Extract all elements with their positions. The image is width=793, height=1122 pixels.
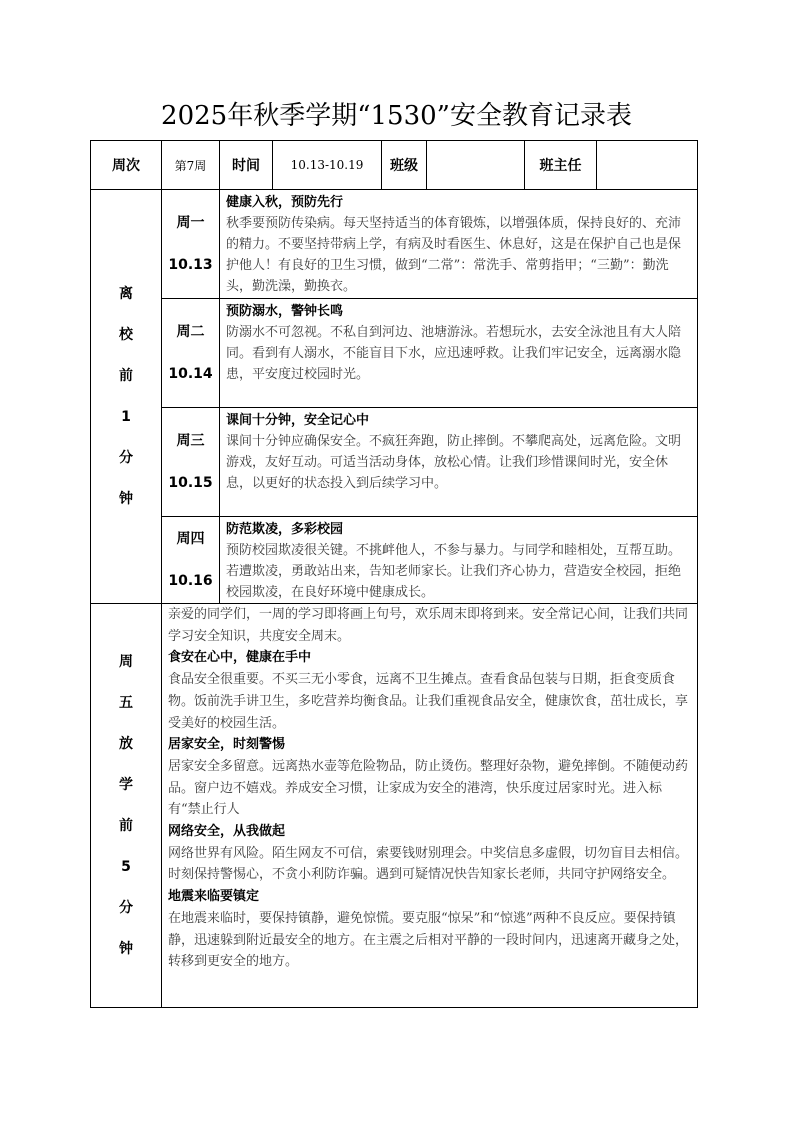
friday-content	[162, 604, 698, 1008]
header-row	[91, 141, 698, 190]
week-label: 周次	[91, 141, 162, 190]
topic-text: 居家安全多留意。远离热水壶等危险物品，防止烫伤。整理好杂物，避免摔倒。不随便动药品。窗户边不嬉戏。养成安全习惯，让家成为安全的港湾，快乐度过居家时光。进入标有“禁止行人	[168, 758, 689, 818]
day-label-wednesday: 周三 10.15	[162, 408, 220, 517]
teacher-value[interactable]	[597, 141, 698, 190]
day-text: 课间十分钟应确保安全。不疯狂奔跑，防止摔倒。不攀爬高处，远离危险。文明游戏，友好互动。可适当活动身体，放松心情。让我们珍惜课间时光，安全休息，以更好的状态投入到后续学习中。	[226, 434, 682, 491]
topic-text: 在地震来临时，要保持镇静，避免惊慌。要克服“惊呆”和“惊逃”两种不良反应。要保持镇静，迅速躲到附近最安全的地方。在主震之后相对平静的一段时间内，迅速离开藏身之处，转移到更安全的地方。	[168, 910, 689, 970]
record-table	[90, 140, 698, 1008]
class-value[interactable]	[427, 141, 525, 190]
topic-text: 食品安全很重要。不买三无小零食，远离不卫生摊点。查看食品包装与日期，拒食变质食物。饭前洗手讲卫生，多吃营养均衡食品。让我们重视食品安全，健康饮食，茁壮成长，享受美好的校园生活。	[168, 672, 689, 731]
week-value[interactable]: 第7周	[162, 141, 220, 190]
day-heading: 课间十分钟，安全记心中	[226, 413, 370, 428]
day-content-monday	[220, 190, 698, 299]
day-heading: 预防溺水，警钟长鸣	[226, 304, 344, 319]
teacher-label: 班主任	[525, 141, 597, 190]
day-content-tuesday	[220, 299, 698, 408]
day-text: 防溺水不可忽视。不私自到河边、池塘游泳。若想玩水，去安全泳池且有大人陪同。看到有人溺水，不能盲目下水，应迅速呼救。让我们牢记安全，远离溺水隐患，平安度过校园时光。	[226, 325, 682, 382]
day-row-tuesday	[91, 299, 698, 408]
day-row-monday	[91, 190, 698, 299]
topic-text: 网络世界有风险。陌生网友不可信，索要钱财别理会。中奖信息多虚假，切勿盲目去相信。时刻保持警惕心，不贪小利防诈骗。遇到可疑情况快告知家长老师，共同守护网络安全。	[168, 845, 689, 883]
day-text: 预防校园欺凌很关键。不挑衅他人，不参与暴力。与同学和睦相处，互帮互助。若遭欺凌，勇敢站出来，告知老师家长。让我们齐心协力，营造安全校园，拒绝校园欺凌，在良好环境中健康成长。	[226, 543, 682, 600]
day-content-thursday	[220, 517, 698, 604]
section2-label: 周 五 放 学 前 5 分 钟	[91, 604, 162, 1008]
topic-heading: 网络安全，从我做起	[168, 824, 286, 840]
section1-label: 离 校 前 1 分 钟	[91, 190, 162, 604]
friday-intro: 亲爱的同学们，一周的学习即将画上句号，欢乐周末即将到来。安全常记心间，让我们共同学习安全知识，共度安全周末。	[168, 607, 689, 644]
class-label: 班级	[382, 141, 427, 190]
topic-heading: 地震来临要镇定	[168, 889, 260, 905]
page-title: 2025年秋季学期“1530”安全教育记录表	[161, 101, 632, 131]
day-heading: 健康入秋，预防先行	[226, 195, 344, 210]
day-row-thursday	[91, 517, 698, 604]
day-text: 秋季要预防传染病。每天坚持适当的体育锻炼，以增强体质，保持良好的、充沛的精力。不要坚持带病上学，有病及时看医生、休息好，这是在保护自己也是保护他人！有良好的卫生习惯，做到“二常”：常洗手、常剪指甲；“三勤”：勤洗头，勤洗澡，勤换衣。	[226, 216, 682, 294]
friday-row	[91, 604, 698, 1008]
time-label: 时间	[220, 141, 273, 190]
time-value[interactable]: 10.13-10.19	[273, 141, 382, 190]
day-heading: 防范欺凌，多彩校园	[226, 522, 344, 537]
day-label-monday: 周一 10.13	[162, 190, 220, 299]
topic-heading: 居家安全，时刻警惕	[168, 737, 286, 753]
day-label-tuesday: 周二 10.14	[162, 299, 220, 408]
day-label-thursday: 周四 10.16	[162, 517, 220, 604]
day-content-wednesday	[220, 408, 698, 517]
day-row-wednesday	[91, 408, 698, 517]
topic-heading: 食安在心中，健康在手中	[168, 650, 312, 666]
